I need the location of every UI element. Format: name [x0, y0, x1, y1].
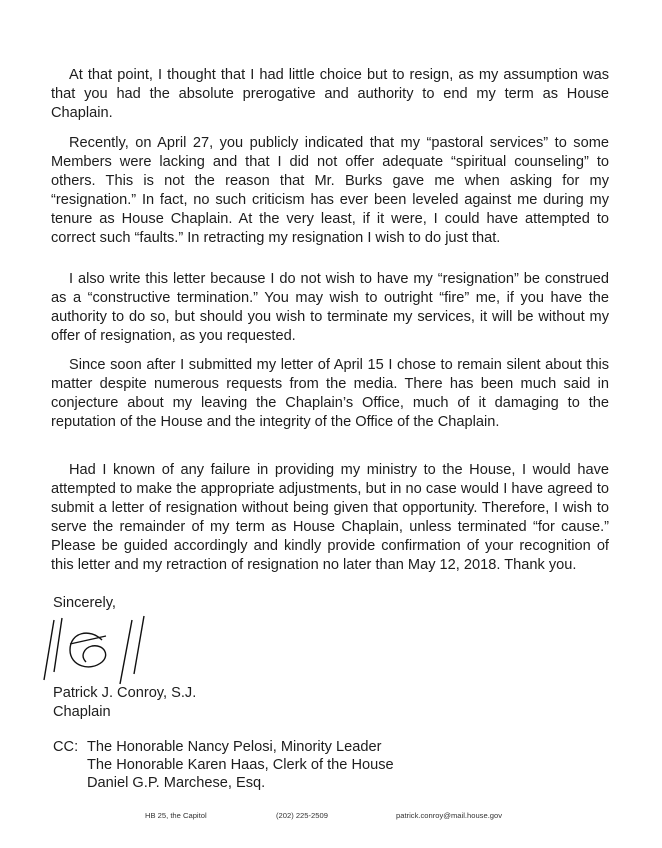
paragraph-4: Since soon after I submitted my letter of April 15 I chose to remain silent about this matter despite numerous requests from the media. There has been much said in conjecture about my leaving the Chaplain’s Office, much of it damaging to the reputation of the House and the integrity of the Office of the Chaplain.: [51, 357, 609, 430]
paragraph-2: Recently, on April 27, you publicly indicated that my “pastoral services” to some Members were lacking and that I did not offer adequate “spiritual counseling” to others. This is not the reason that Mr. Burks gave me when asking for my “resignation.” In fact, no such criticism has ever been leveled against me during my tenure as House Chaplain. At the very least, if it were, I could have attempted to correct such “faults.” In retracting my resignation I wish to do just that.: [51, 135, 609, 246]
cc-recipient: Daniel G.P. Marchese, Esq.: [87, 775, 266, 791]
footer-phone: (202) 225-2509: [276, 811, 328, 820]
footer-email: patrick.conroy@mail.house.gov: [396, 811, 503, 820]
cc-block: [53, 738, 394, 792]
paragraph-3: I also write this letter because I do not wish to have my “resignation” be construed as a “constructive termination.” You may wish to outright “fire” me, if you have the authority to do so, but should you wish to terminate my services, it will be without my offer of resignation, as you requested.: [51, 271, 609, 344]
paragraph-1: At that point, I thought that I had little choice but to resign, as my assumption was that you had the absolute prerogative and authority to end my term as House Chaplain.: [51, 67, 609, 121]
paragraph-5: Had I known of any failure in providing my ministry to the House, I would have attempted to make the appropriate adjustments, but in no case would I have agreed to submit a letter of resignation without being given that opportunity. Therefore, I wish to serve the remainder of my term as House Chaplain, unless terminated “for cause.” Please be guided accordingly and kindly provide confirmation of your recognition of this letter and my retraction of resignation no later than May 12, 2018. Thank you.: [51, 462, 609, 573]
cc-label: CC:: [53, 739, 79, 755]
cc-recipient: The Honorable Karen Haas, Clerk of the House: [87, 757, 394, 773]
closing-salutation: Sincerely,: [53, 595, 116, 611]
signature-block: [53, 684, 196, 722]
signer-title: Chaplain: [53, 704, 111, 720]
cc-recipient: The Honorable Nancy Pelosi, Minority Leader: [87, 739, 382, 755]
handwritten-signature: [40, 610, 160, 690]
footer-address: HB 25, the Capitol: [145, 811, 207, 820]
signer-name: Patrick J. Conroy, S.J.: [53, 685, 197, 701]
